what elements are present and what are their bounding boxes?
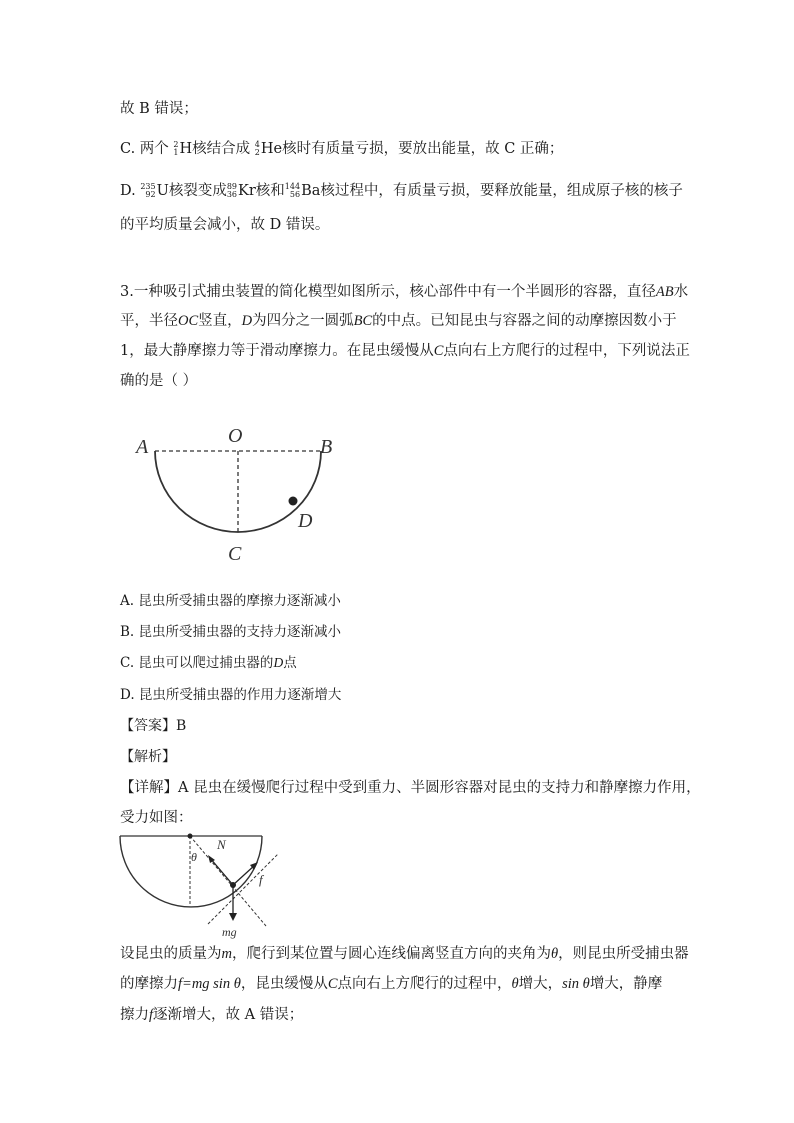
force-diagram (118, 830, 288, 942)
text: 逐渐增大，故 A 错误； (153, 1007, 304, 1023)
text: D. (120, 183, 136, 199)
text: 确的是（ ） (120, 373, 198, 389)
var-theta: θ (511, 976, 519, 992)
label-a: A (136, 436, 149, 458)
answer-value: B (176, 718, 187, 734)
var-f: f (149, 1007, 154, 1023)
text: 点向右上方爬行的过程中，下列说法正 (443, 343, 690, 359)
text-line (120, 139, 563, 159)
container-figure (130, 415, 350, 565)
var-m: m (221, 946, 232, 962)
nuclide-he: 4 2 He (254, 140, 283, 157)
radial-dashed (190, 836, 266, 926)
text: 平，半径 (120, 313, 178, 329)
var-d: D (241, 313, 253, 329)
answer-line (120, 716, 186, 736)
answer-tag: 【答案】 (120, 718, 176, 734)
option-a: A. 昆虫所受捕虫器的摩擦力逐渐减小 (120, 593, 341, 609)
text: ，则昆虫所受捕虫器 (558, 946, 689, 962)
label-b: B (320, 436, 333, 458)
text: ，昆虫缓慢从 (240, 976, 328, 992)
question-line (120, 311, 677, 331)
text: A 昆虫在缓慢爬行过程中受到重力、半圆形容器对昆虫的支持力和静摩擦力作用， (178, 780, 701, 796)
option-c: C. 昆虫可以爬过捕虫器的D点 (120, 655, 297, 671)
text: C. 两个 (120, 141, 169, 157)
text: 点向右上方爬行的过程中， (337, 976, 512, 992)
detail-line (120, 808, 193, 828)
label-n: N (217, 837, 226, 852)
text: 核和 (255, 183, 285, 199)
text: 1，最大静摩擦力等于滑动摩擦力。在昆虫缓慢从 (120, 343, 434, 359)
center-dot (188, 834, 193, 839)
insect-dot (289, 497, 298, 506)
semicircle-arc (120, 836, 262, 907)
tangent-dashed (208, 854, 278, 924)
text: 核结合成 (192, 141, 251, 157)
text-line (120, 215, 329, 235)
text: 的中点。已知昆虫与容器之间的动摩擦因数小于 (372, 313, 677, 329)
nuclide-h: 2 1 H (173, 140, 193, 157)
label-d: D (298, 510, 313, 532)
para-line (120, 1005, 303, 1025)
nuclide-ba: 144 56 Ba (284, 182, 321, 199)
nuclide-u: 235 92 U (140, 182, 169, 199)
text-line (120, 99, 198, 119)
var-c: C (327, 976, 338, 992)
var-theta: θ (550, 946, 559, 962)
text: 的摩擦力 (120, 976, 178, 992)
gravity-arrowhead (229, 913, 237, 921)
text: ，爬行到某位置与圆心连线偏离竖直方向的夹角为 (231, 946, 551, 962)
text-line (120, 181, 683, 201)
detail-line (120, 778, 701, 798)
option-d: D. 昆虫所受捕虫器的作用力逐渐增大 (120, 687, 342, 703)
text: 擦力 (120, 1007, 149, 1023)
text: 核裂变成 (168, 183, 227, 199)
text: 增大，静摩 (589, 976, 663, 992)
para-line (120, 974, 662, 994)
label-f: f (259, 872, 263, 887)
label-o: O (228, 425, 243, 447)
text: 为四分之一圆弧 (252, 313, 354, 329)
nuclide-kr: 89 36 Kr (226, 182, 256, 199)
question-line (120, 341, 690, 361)
friction-arrow (233, 865, 255, 885)
text: 水 (673, 284, 689, 300)
text: 核时有质量亏损，要放出能量，故 C 正确； (282, 141, 564, 157)
formula: f=mg sin θ (178, 976, 241, 992)
question-line (120, 371, 197, 391)
var-bc: BC (353, 313, 373, 329)
label-c: C (228, 543, 242, 565)
label-mg: mg (222, 925, 237, 939)
var-c: C (433, 343, 444, 359)
text: 的平均质量会减小，故 D 错误。 (120, 217, 330, 233)
detail-tag: 【详解】 (120, 780, 178, 796)
text: 故 B 错误； (120, 101, 198, 117)
text: 受力如图： (120, 810, 193, 826)
label-theta: θ (191, 850, 197, 864)
normal-arrow (210, 858, 233, 885)
var-oc: OC (178, 313, 199, 329)
text: 增大， (518, 976, 563, 992)
analysis-tag: 【解析】 (120, 749, 176, 765)
analysis-line (120, 747, 176, 767)
question-line (120, 282, 688, 302)
text: 设昆虫的质量为 (120, 946, 222, 962)
text: 核过程中，有质量亏损，要释放能量，组成原子核的核子 (320, 183, 683, 199)
semicircle-arc (155, 451, 321, 532)
para-line (120, 944, 689, 964)
option-b: B. 昆虫所受捕虫器的支持力逐渐减小 (120, 624, 342, 640)
text: 竖直， (198, 313, 242, 329)
text: 3.一种吸引式捕虫装置的简化模型如图所示，核心部件中有一个半圆形的容器，直径 (120, 284, 656, 300)
var-ab: AB (655, 284, 674, 300)
formula: sin θ (562, 976, 590, 992)
